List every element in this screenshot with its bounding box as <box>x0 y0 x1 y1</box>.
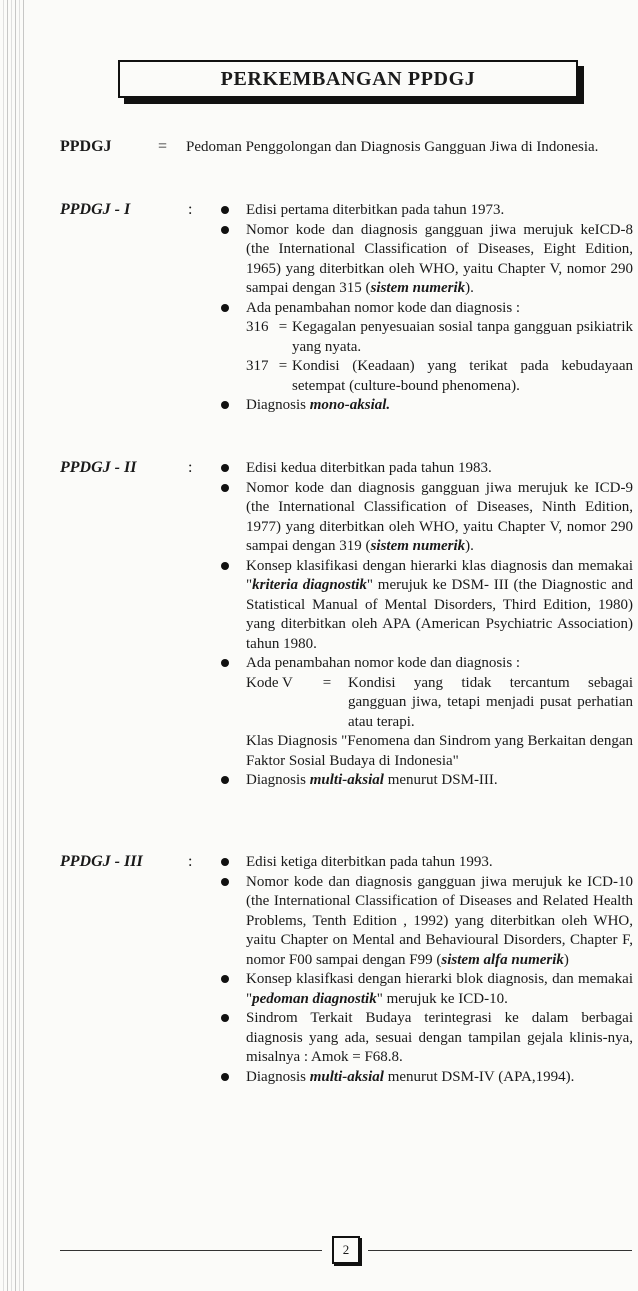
bullet-icon <box>221 464 229 472</box>
title-banner <box>118 60 584 104</box>
list-item: Konsep klasifikasi dengan hierarki klas diagnosis dan memakai "kriteria diagnostik" merujuk ke DSM- III (the Diagnostic and Statistical Manual of Mental Disorders, Third Edition, 1980) yang diterbitkan oleh APA (American Psychiatric Association) tahun 1980. <box>215 557 633 655</box>
binding-edge <box>0 0 24 1291</box>
list-item: Konsep klasifkasi dengan hierarki blok diagnosis, dan memakai "pedoman diagnostik" merujuk ke ICD-10. <box>215 970 633 1009</box>
bullet-icon <box>221 776 229 784</box>
section-term: PPDGJ - I <box>60 201 131 218</box>
bullet-icon <box>221 1073 229 1081</box>
list-item: Nomor kode dan diagnosis gangguan jiwa merujuk keICD-8 (the International Classification of Diseases, Eight Edition, 1965) yang diterbitkan oleh WHO, yaitu Chapter V, nomor 290 sampai dengan 315 (sistem numerik). <box>215 221 633 299</box>
bullet-icon <box>221 1014 229 1022</box>
list-item: Edisi pertama diterbitkan pada tahun 1973. <box>215 201 633 221</box>
list-item: Diagnosis multi-aksial menurut DSM-III. <box>215 771 633 791</box>
footer-rule-right <box>368 1250 632 1251</box>
section-term: PPDGJ - III <box>60 853 143 870</box>
list-item: Nomor kode dan diagnosis gangguan jiwa merujuk ke ICD-9 (the International Classification of Diseases, Ninth Edition, 1977) yang diterbitkan oleh WHO, yaitu Chapter V, nomor 290 sampai dengan 319 (sistem numerik). <box>215 479 633 557</box>
code-entry: 317 = Kondisi (Keadaan) yang terikat pada kebudayaan setempat (culture-bound phenomena). <box>246 358 633 394</box>
bullet-list <box>215 459 633 791</box>
list-item: Ada penambahan nomor kode dan diagnosis : Kode V = Kondisi yang tidak tercantum sebagai gangguan jiwa, tetapi menjadi pusat perhatian atau terapi. Klas Diagnosis "Fenomena dan Sindrom yang Berkaitan dengan Faktor Sosial Budaya di Indonesia" <box>215 654 633 771</box>
bullet-icon <box>221 562 229 570</box>
section-colon: : <box>188 459 193 476</box>
bullet-icon <box>221 975 229 983</box>
code-entry: 316 = Kegagalan penyesuaian sosial tanpa gangguan psikiatrik yang nyata. <box>246 319 633 355</box>
bullet-icon <box>221 858 229 866</box>
definition-text: Pedoman Penggolongan dan Diagnosis Gangguan Jiwa di Indonesia. <box>186 139 599 155</box>
list-item: Nomor kode dan diagnosis gangguan jiwa merujuk ke ICD-10 (the International Classification of Diseases and Related Health Problems, Tenth Edition , 1992) yang diterbitkan oleh WHO, yaitu Chapter on Mental and Behavioural Disorders, Chapter F, nomor F00 sampai dengan F99 (sistem alfa numerik) <box>215 873 633 971</box>
bullet-icon <box>221 484 229 492</box>
bullet-icon <box>221 878 229 886</box>
list-item: Sindrom Terkait Budaya terintegrasi ke dalam berbagai diagnosis yang ada, sesuai dengan tampilan gejala klinis-nya, misalnya : Amok = F68.8. <box>215 1009 633 1068</box>
definition-term: PPDGJ <box>60 138 112 155</box>
bullet-icon <box>221 401 229 409</box>
page-title: PERKEMBANGAN PPDGJ <box>118 60 578 98</box>
footer-rule-left <box>60 1250 322 1251</box>
bullet-icon <box>221 304 229 312</box>
list-item: Edisi ketiga diterbitkan pada tahun 1993. <box>215 853 633 873</box>
list-item: Ada penambahan nomor kode dan diagnosis : 316 = Kegagalan penyesuaian sosial tanpa gangguan psikiatrik yang nyata. 317 = Kondisi (Keadaan) yang terikat pada kebudayaan setempat (culture-bound phenomena). <box>215 299 633 397</box>
code-entry: Kode V = Kondisi yang tidak tercantum sebagai gangguan jiwa, tetapi menjadi pusat perhatian atau terapi. <box>246 674 633 730</box>
section-colon: : <box>188 853 193 870</box>
list-item: Edisi kedua diterbitkan pada tahun 1983. <box>215 459 633 479</box>
page-number: 2 <box>332 1236 360 1264</box>
bullet-icon <box>221 659 229 667</box>
bullet-icon <box>221 206 229 214</box>
bullet-list <box>215 201 633 416</box>
klas-diagnosis: Klas Diagnosis "Fenomena dan Sindrom yang Berkaitan dengan Faktor Sosial Budaya di Indonesia" <box>246 733 633 769</box>
bullet-list <box>215 853 633 1087</box>
bullet-icon <box>221 226 229 234</box>
section-term: PPDGJ - II <box>60 459 137 476</box>
definition-separator: = <box>158 138 168 155</box>
section-colon: : <box>188 201 193 218</box>
list-item: Diagnosis multi-aksial menurut DSM-IV (APA,1994). <box>215 1068 633 1088</box>
list-item: Diagnosis mono-aksial. <box>215 396 633 416</box>
